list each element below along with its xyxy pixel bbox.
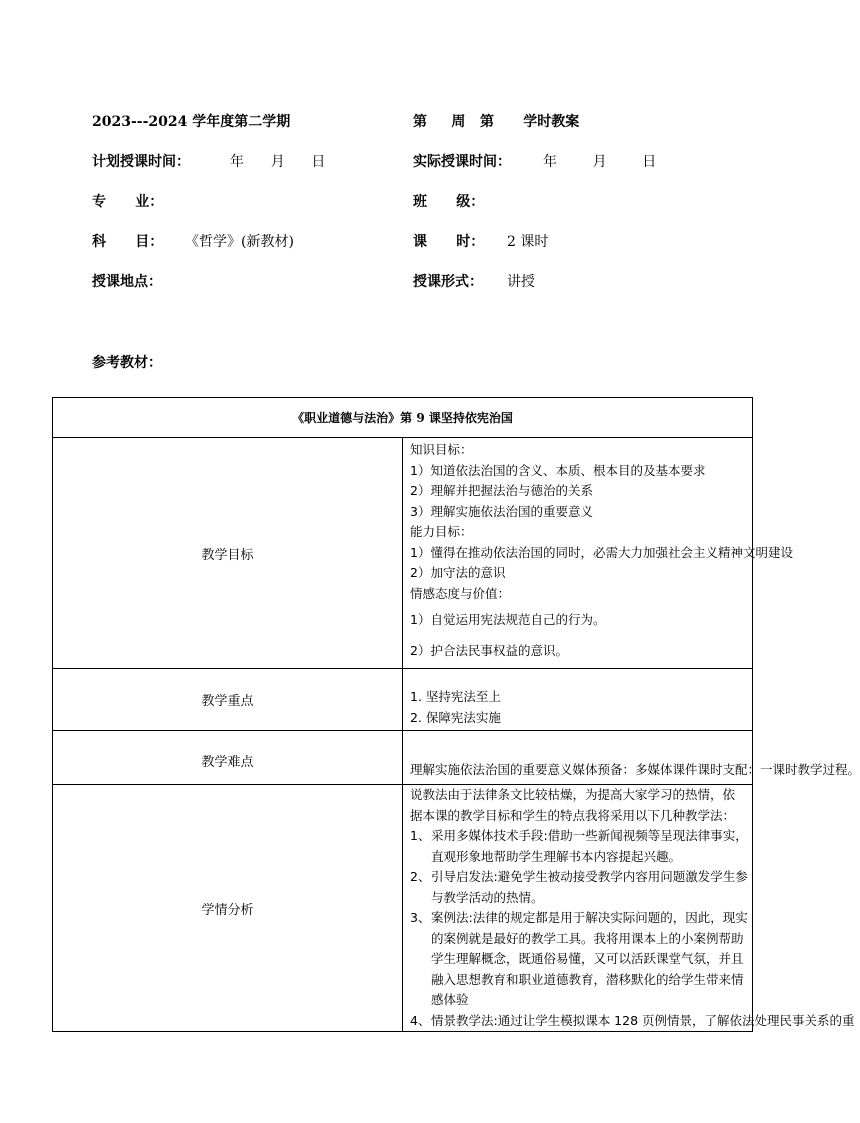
knowledge-item: 3）理解实施依法治国的重要意义 bbox=[410, 503, 593, 519]
plan-time-value: 年 月 日 bbox=[230, 154, 326, 170]
goals-content bbox=[403, 438, 793, 669]
method-item bbox=[410, 867, 752, 908]
difficulties-row bbox=[53, 731, 753, 785]
ability-item: 2）加守法的意识 bbox=[410, 565, 506, 580]
attitude-item: 2）护合法民事权益的意识。 bbox=[410, 642, 568, 658]
analysis-content bbox=[403, 785, 855, 1032]
analysis-row bbox=[53, 785, 753, 1032]
actual-time-value: 年 月 日 bbox=[543, 154, 657, 170]
method-text: 引导启发法:避免学生被动接受教学内容用问题激发学生参与教学活动的热情。 bbox=[431, 869, 748, 905]
table-title-row bbox=[53, 398, 753, 438]
actual-time-label: 实际授课时间： bbox=[413, 154, 511, 170]
difficulties-text: 理解实施依法治国的重要意义媒体预备：多媒体课件课时支配：一课时教学过程。 bbox=[410, 761, 860, 777]
form-label: 授课形式： bbox=[413, 274, 483, 290]
analysis-label: 学情分析 bbox=[53, 785, 403, 1032]
major-label: 专 业： bbox=[92, 194, 164, 210]
method-text: 案例法:法律的规定都是用于解决实际问题的，因此，现实的案例就是最好的教学工具。我将用课本上的小案例帮助学生理解概念，既通俗易懂，又可以活跃课堂气氛，并且融入思想教育和职业道德教育，潜移默化的给学生带来情感体验 bbox=[431, 910, 748, 1007]
difficulties-content bbox=[403, 731, 860, 785]
key-points-row bbox=[53, 669, 753, 731]
key-points-label: 教学重点 bbox=[53, 669, 403, 731]
key-points-content bbox=[403, 669, 753, 731]
method-text: 情景教学法:通过让学生模拟课本 128 页例情景，了解依法处理民事关系的重 bbox=[431, 1012, 855, 1028]
form-value: 讲授 bbox=[507, 274, 535, 290]
class-label: 班 级： bbox=[413, 194, 485, 210]
method-number: 3、 bbox=[410, 910, 431, 925]
goals-label: 教学目标 bbox=[53, 438, 403, 669]
method-text: 采用多媒体技术手段:借助一些新闻视频等呈现法律事实，直观形象地帮助学生理解书本内容提起兴趣。 bbox=[431, 828, 748, 864]
method-number: 4、 bbox=[410, 1012, 431, 1028]
lesson-plan-table bbox=[52, 397, 860, 1032]
method-item bbox=[410, 908, 752, 1011]
knowledge-item: 2）理解并把握法治与德治的关系 bbox=[410, 483, 593, 498]
method-number: 1、 bbox=[410, 828, 431, 843]
location-label: 授课地点： bbox=[92, 274, 162, 290]
method-item bbox=[410, 1011, 855, 1032]
goals-row bbox=[53, 438, 753, 669]
method-item bbox=[410, 826, 752, 867]
analysis-intro: 说教法由于法律条文比较枯燥，为提高大家学习的热情，依据本课的教学目标和学生的特点我将采用以下几种教学法： bbox=[410, 787, 736, 823]
plan-time-label: 计划授课时间： bbox=[92, 154, 190, 170]
knowledge-heading: 知识目标： bbox=[410, 442, 473, 457]
subject-label: 科 目： bbox=[92, 234, 164, 250]
week-period-heading: 第 周 第 学时教案 bbox=[413, 114, 580, 130]
attitude-item: 1）自觉运用宪法规范自己的行为。 bbox=[410, 612, 606, 627]
knowledge-item: 1）知道依法治国的含义、本质、根本目的及基本要求 bbox=[410, 462, 706, 478]
ability-item: 1）懂得在推动依法治国的同时，必需大力加强社会主义精神文明建设 bbox=[410, 544, 793, 560]
hours-label: 课 时： bbox=[413, 234, 485, 250]
key-point-item: 2. 保障宪法实施 bbox=[410, 709, 501, 725]
difficulties-label: 教学难点 bbox=[53, 731, 403, 785]
hours-value: 2 课时 bbox=[507, 234, 549, 250]
reference-label: 参考教材： bbox=[92, 355, 162, 371]
method-number: 2、 bbox=[410, 869, 431, 884]
lesson-title: 《职业道德与法治》第 9 课坚持依宪治国 bbox=[53, 398, 753, 438]
ability-heading: 能力目标： bbox=[410, 524, 473, 539]
attitude-heading: 情感态度与价值： bbox=[410, 585, 511, 601]
term-heading: 2023---2024 学年度第二学期 bbox=[92, 114, 291, 130]
key-point-item: 1. 坚持宪法至上 bbox=[410, 689, 501, 704]
subject-value: 《哲学》(新教材) bbox=[185, 234, 294, 250]
